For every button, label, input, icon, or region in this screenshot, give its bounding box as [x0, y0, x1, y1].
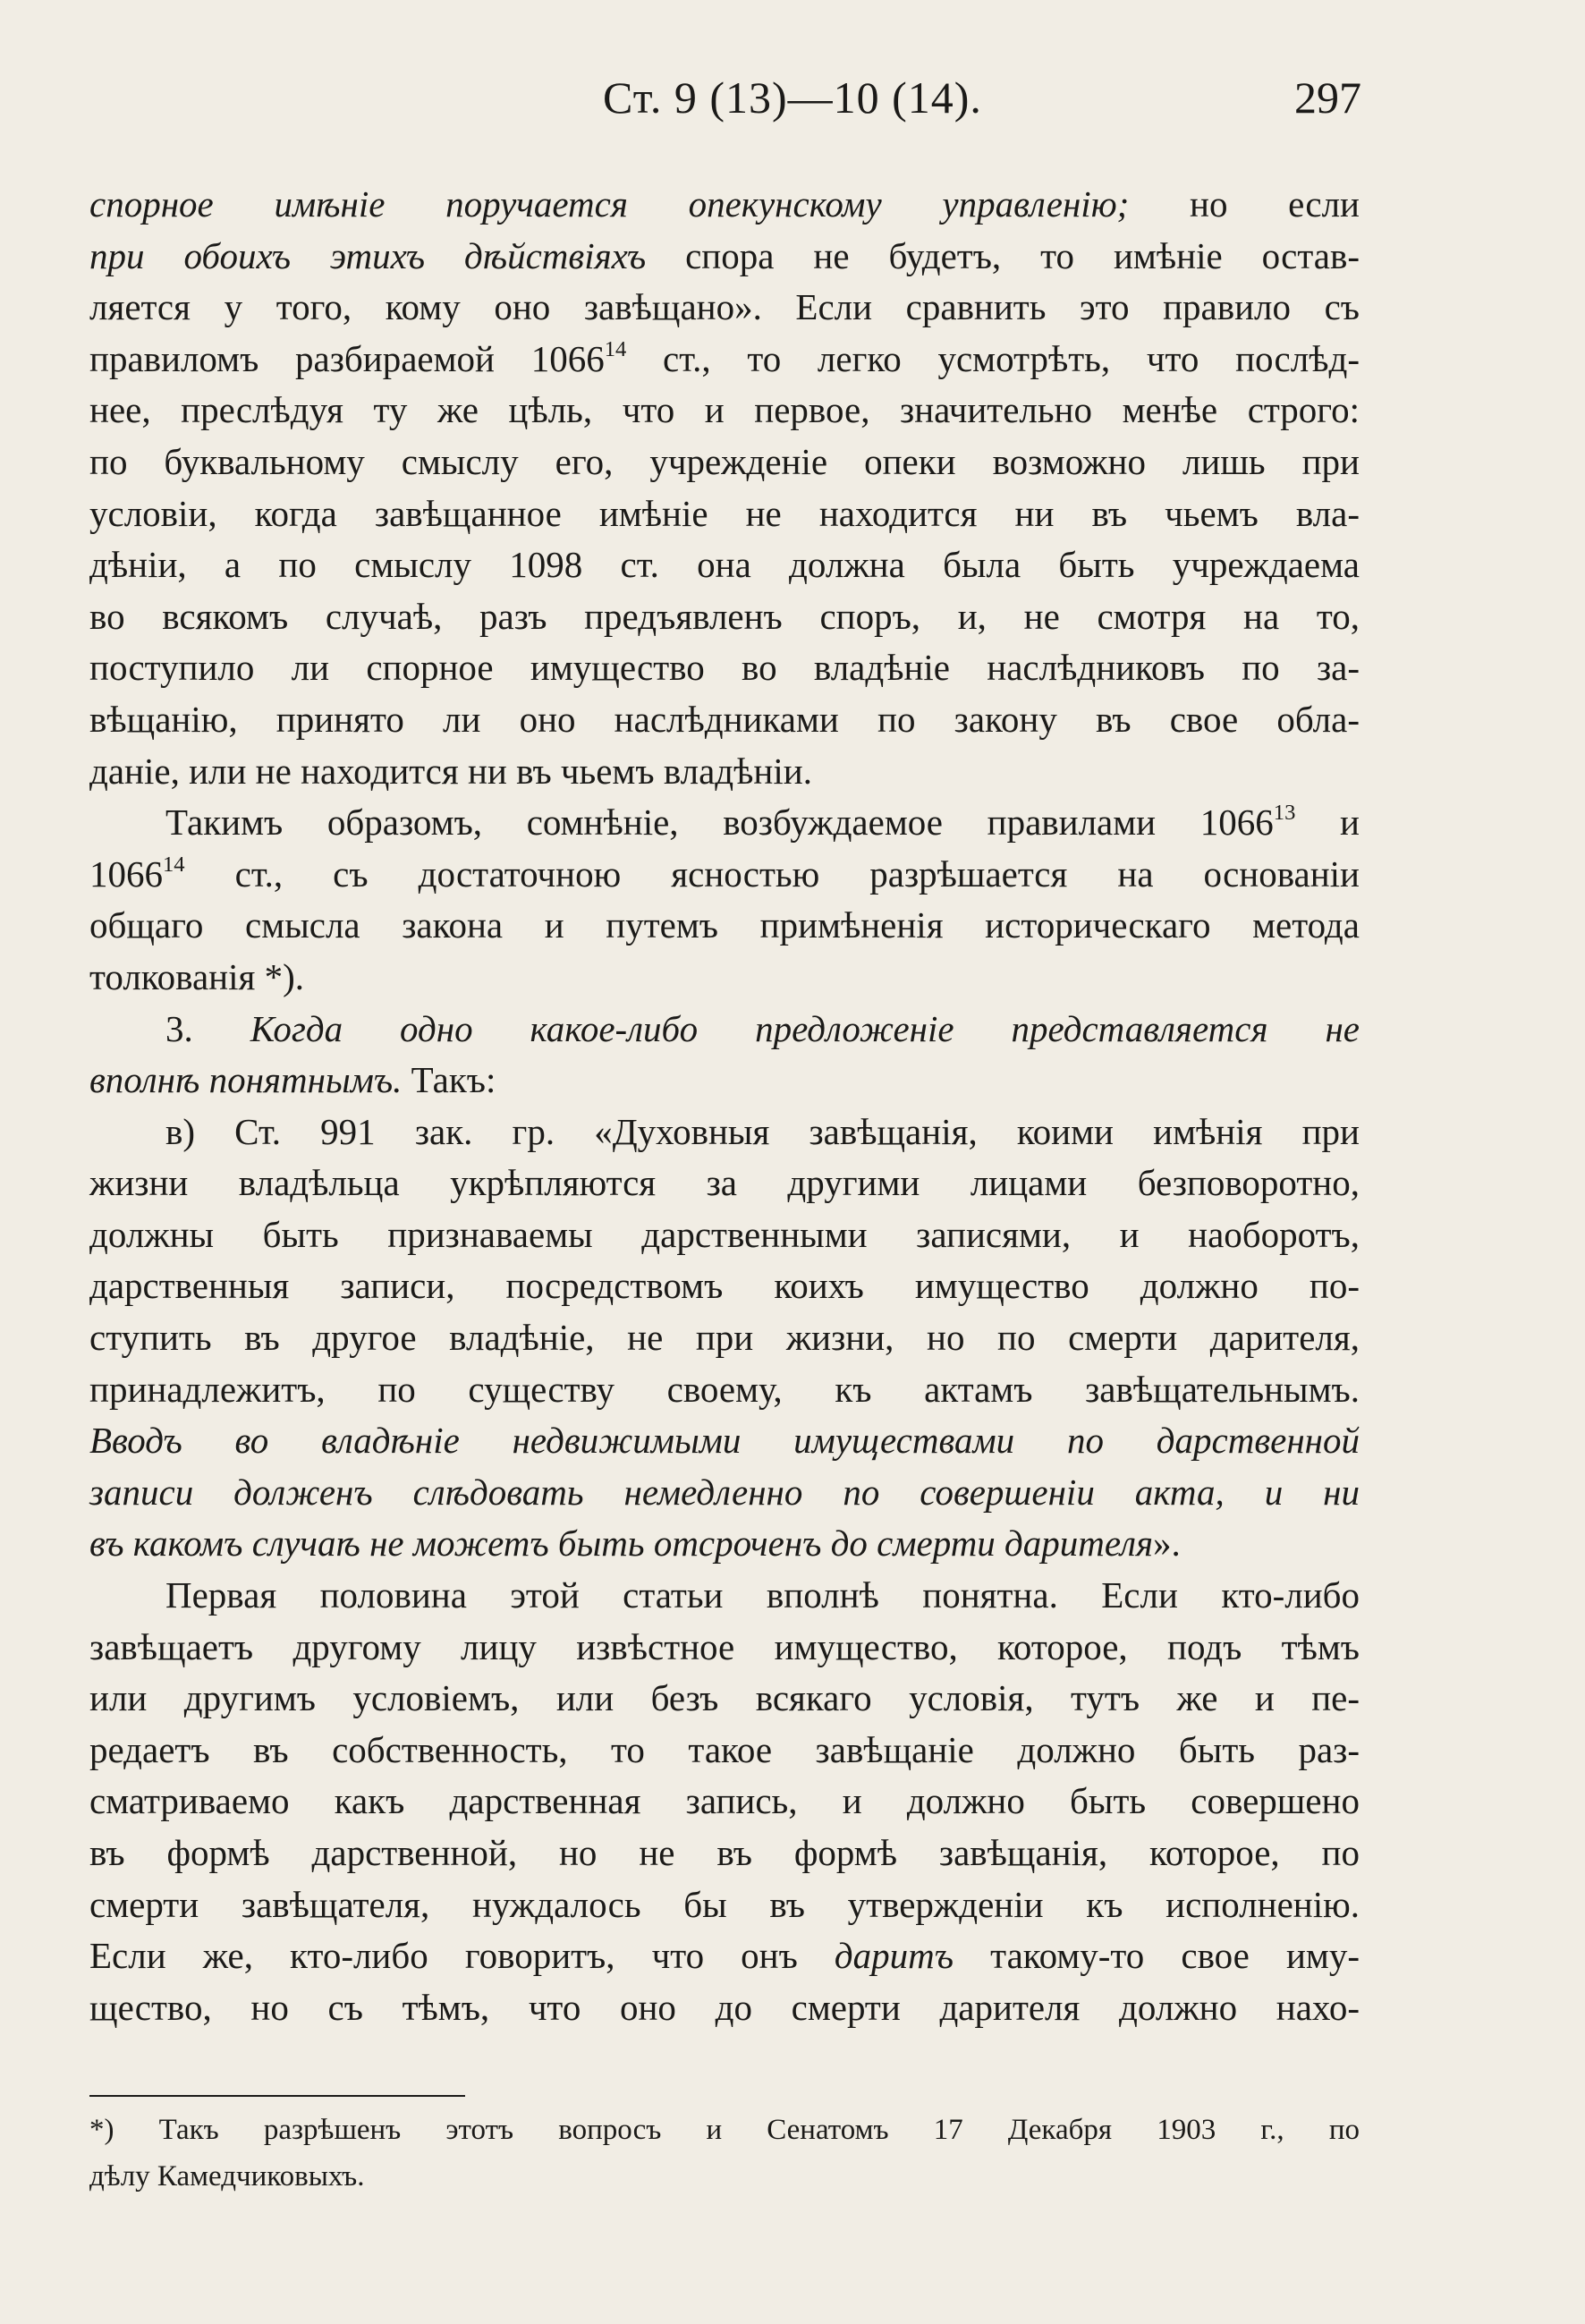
paragraph-3	[89, 1004, 1360, 1107]
text-line	[89, 1415, 1360, 1467]
text-segment: 3.	[165, 1007, 250, 1049]
text-segment: нее, преслѣдуя ту же цѣль, что и первое, значительно менѣе строго:	[89, 389, 1360, 431]
text-segment: во всякомъ случаѣ, разъ предъявленъ споръ, и, не смотря на то,	[89, 595, 1360, 637]
italic-text: записи долженъ слѣдовать немедленно по совершеніи акта, и ни	[89, 1471, 1360, 1513]
text-line	[89, 1158, 1360, 1209]
text-segment: щество, но съ тѣмъ, что оно до смерти дарителя должно нахо-	[89, 1986, 1360, 2028]
text-line	[89, 1004, 1360, 1056]
text-segment: принадлежитъ, по существу своему, къ актамъ завѣщательнымъ.	[89, 1368, 1360, 1410]
italic-text: вполнѣ понятнымъ.	[89, 1059, 403, 1101]
text-segment: Первая половина этой статьи вполнѣ понятна. Если кто-либо	[165, 1574, 1360, 1616]
text-line	[89, 1107, 1360, 1158]
italic-text: при обоихъ этихъ дѣйствіяхъ	[89, 234, 647, 276]
text-segment: дѣніи, а по смыслу 1098 ст. она должна была быть учреждаема	[89, 544, 1360, 586]
footnote	[89, 2107, 1360, 2200]
text-segment: ляется у того, кому оно завѣщано». Если сравнить это правило съ	[89, 286, 1360, 328]
paragraph-2	[89, 797, 1360, 1003]
text-segment: дарственныя записи, посредствомъ коихъ имущество должно по-	[89, 1265, 1360, 1307]
italic-text: даритъ	[834, 1935, 954, 1977]
superscript: 13	[1273, 800, 1296, 825]
text-line	[89, 1622, 1360, 1674]
text-segment: условіи, когда завѣщанное имѣніе не находится ни въ чьемъ вла-	[89, 492, 1360, 534]
text-segment: Такимъ образомъ, сомнѣніе, возбуждаемое правилами 1066	[165, 802, 1274, 844]
text-line	[89, 231, 1360, 283]
text-line	[89, 1055, 1360, 1107]
text-segment: или другимъ условіемъ, или безъ всякаго условія, тутъ же и пе-	[89, 1677, 1360, 1719]
text-line	[89, 1725, 1360, 1777]
text-line	[89, 1467, 1360, 1519]
text-line	[89, 1879, 1360, 1931]
text-line	[89, 539, 1360, 591]
text-segment: ст., съ достаточною ясностью разрѣшается на основаніи	[184, 852, 1360, 895]
italic-text: въ какомъ случаѣ не можетъ быть отсроченъ до смерти дарителя	[89, 1522, 1154, 1565]
paragraph-1	[89, 179, 1360, 797]
text-segment: спора не будетъ, то имѣніе остав-	[646, 234, 1360, 276]
text-segment: такому-то свое иму-	[954, 1935, 1360, 1977]
text-line	[89, 385, 1360, 437]
text-line	[89, 1312, 1360, 1364]
text-segment: даніе, или не находится ни въ чьемъ владѣніи.	[89, 750, 812, 792]
text-line	[89, 642, 1360, 694]
footnote-rule	[89, 2095, 465, 2097]
paragraph-5	[89, 1570, 1360, 2033]
body-text	[89, 179, 1360, 2033]
text-segment: редаетъ въ собственность, то такое завѣщаніе должно быть раз-	[89, 1728, 1360, 1770]
text-line	[89, 952, 1360, 1004]
text-segment: правиломъ разбираемой 1066	[89, 337, 605, 379]
page-number: 297	[1294, 72, 1361, 123]
text-line	[89, 900, 1360, 952]
text-segment: 1066	[89, 852, 163, 895]
text-segment: ».	[1153, 1522, 1181, 1565]
text-line	[89, 797, 1360, 849]
italic-text: Вводъ во владѣніе недвижимыми имуществами по дарственной	[89, 1420, 1360, 1462]
text-segment: вѣщанію, принято ли оно наслѣдниками по закону въ свое облa-	[89, 698, 1360, 740]
superscript: 14	[163, 852, 185, 877]
text-segment: Если же, кто-либо говоритъ, что онъ	[89, 1935, 835, 1977]
text-line	[89, 1209, 1360, 1261]
text-line	[89, 179, 1360, 231]
running-head: Ст. 9 (13)—10 (14).	[603, 72, 982, 123]
text-line	[89, 591, 1360, 643]
text-segment: въ формѣ дарственной, но не въ формѣ завѣщанія, которое, по	[89, 1832, 1360, 1873]
superscript: 14	[604, 336, 627, 361]
text-segment: должны быть признаваемы дарственными записями, и наоборотъ,	[89, 1213, 1360, 1255]
text-segment: поступило ли спорное имущество во владѣніе наслѣдниковъ по за-	[89, 647, 1360, 689]
text-segment: ст., то легко усмотрѣть, что послѣд-	[626, 337, 1360, 379]
text-line	[89, 1828, 1360, 1879]
text-line	[89, 1776, 1360, 1828]
text-segment: смерти завѣщателя, нуждалось бы въ утвержденіи къ исполненію.	[89, 1883, 1360, 1925]
italic-text: Когда одно какое-либо предложеніе представляется не	[250, 1007, 1360, 1049]
text-line	[89, 488, 1360, 540]
italic-text: спорное имѣніе поручается опекунскому управленію;	[89, 183, 1130, 225]
text-line	[89, 1930, 1360, 1982]
text-line	[89, 1570, 1360, 1622]
text-segment: и	[1295, 802, 1360, 844]
text-line	[89, 746, 1360, 798]
text-segment: Такъ:	[402, 1059, 496, 1101]
text-line	[89, 334, 1360, 386]
text-segment: общаго смысла закона и путемъ примѣненія историческаго метода	[89, 904, 1360, 946]
text-segment: жизни владѣльца укрѣпляются за другими лицами безповоротно,	[89, 1162, 1360, 1204]
text-line	[89, 694, 1360, 746]
text-line	[89, 1982, 1360, 2034]
text-segment: толкованія *).	[89, 955, 304, 997]
text-line	[89, 437, 1360, 488]
paragraph-4-quote	[89, 1107, 1360, 1570]
text-line	[89, 1518, 1360, 1570]
text-segment: ступить въ другое владѣніе, не при жизни, но по смерти дарителя,	[89, 1317, 1360, 1359]
text-line	[89, 1673, 1360, 1725]
text-line	[89, 282, 1360, 334]
text-line	[89, 1260, 1360, 1312]
text-segment: сматриваемо какъ дарственная запись, и должно быть совершено	[89, 1780, 1360, 1822]
page-header	[0, 72, 1585, 143]
text-line	[89, 1364, 1360, 1416]
text-segment: завѣщаетъ другому лицу извѣстное имущество, которое, подъ тѣмъ	[89, 1625, 1360, 1667]
text-segment: но если	[1129, 183, 1360, 225]
text-segment: по буквальному смыслу его, учрежденіе опеки возможно лишь при	[89, 440, 1360, 482]
text-line	[89, 849, 1360, 901]
text-segment: в) Ст. 991 зак. гр. «Духовныя завѣщанія, коими имѣнія при	[165, 1110, 1360, 1152]
footnote-line: дѣлу Камедчиковыхъ.	[89, 2160, 365, 2193]
footnote-line: *) Такъ разрѣшенъ этотъ вопросъ и Сенатомъ 17 Декабря 1903 г., по	[89, 2114, 1360, 2146]
